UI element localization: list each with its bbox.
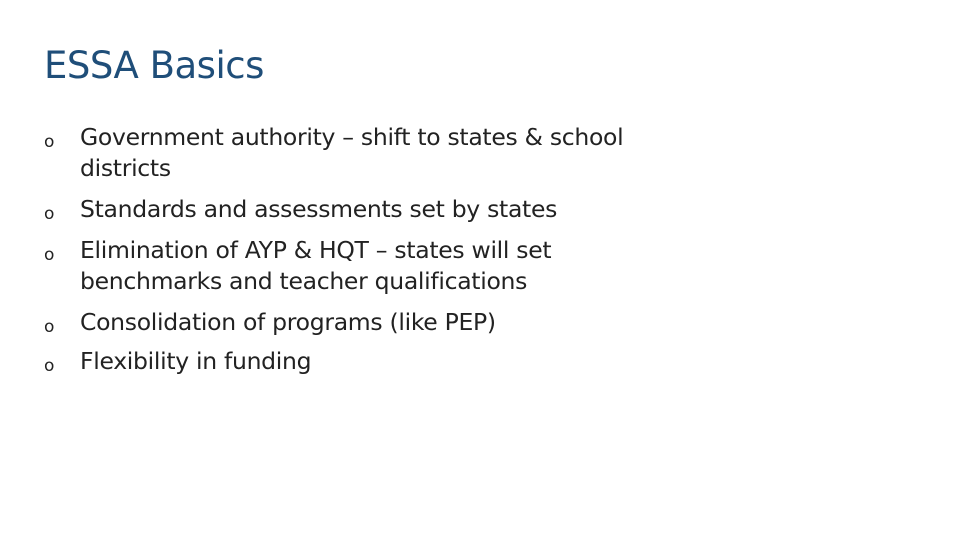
bullet-marker-icon: o [44,356,55,376]
bullet-item [44,346,684,377]
bullet-item [44,307,684,338]
bullet-text: Elimination of AYP & HQT – states will set benchmarks and teacher qualifications [80,236,552,295]
bullet-text: Consolidation of programs (like PEP) [80,308,496,336]
bullet-list [44,122,684,387]
slide-title: ESSA Basics [44,44,264,87]
bullet-marker-icon: o [44,317,55,337]
bullet-item [44,235,684,297]
bullet-item [44,194,684,225]
bullet-marker-icon: o [44,132,55,152]
bullet-marker-icon: o [44,245,55,265]
bullet-item [44,122,684,184]
bullet-text: Standards and assessments set by states [80,195,558,223]
bullet-text: Government authority – shift to states & school districts [80,123,624,182]
bullet-marker-icon: o [44,204,55,224]
bullet-text: Flexibility in funding [80,347,312,375]
